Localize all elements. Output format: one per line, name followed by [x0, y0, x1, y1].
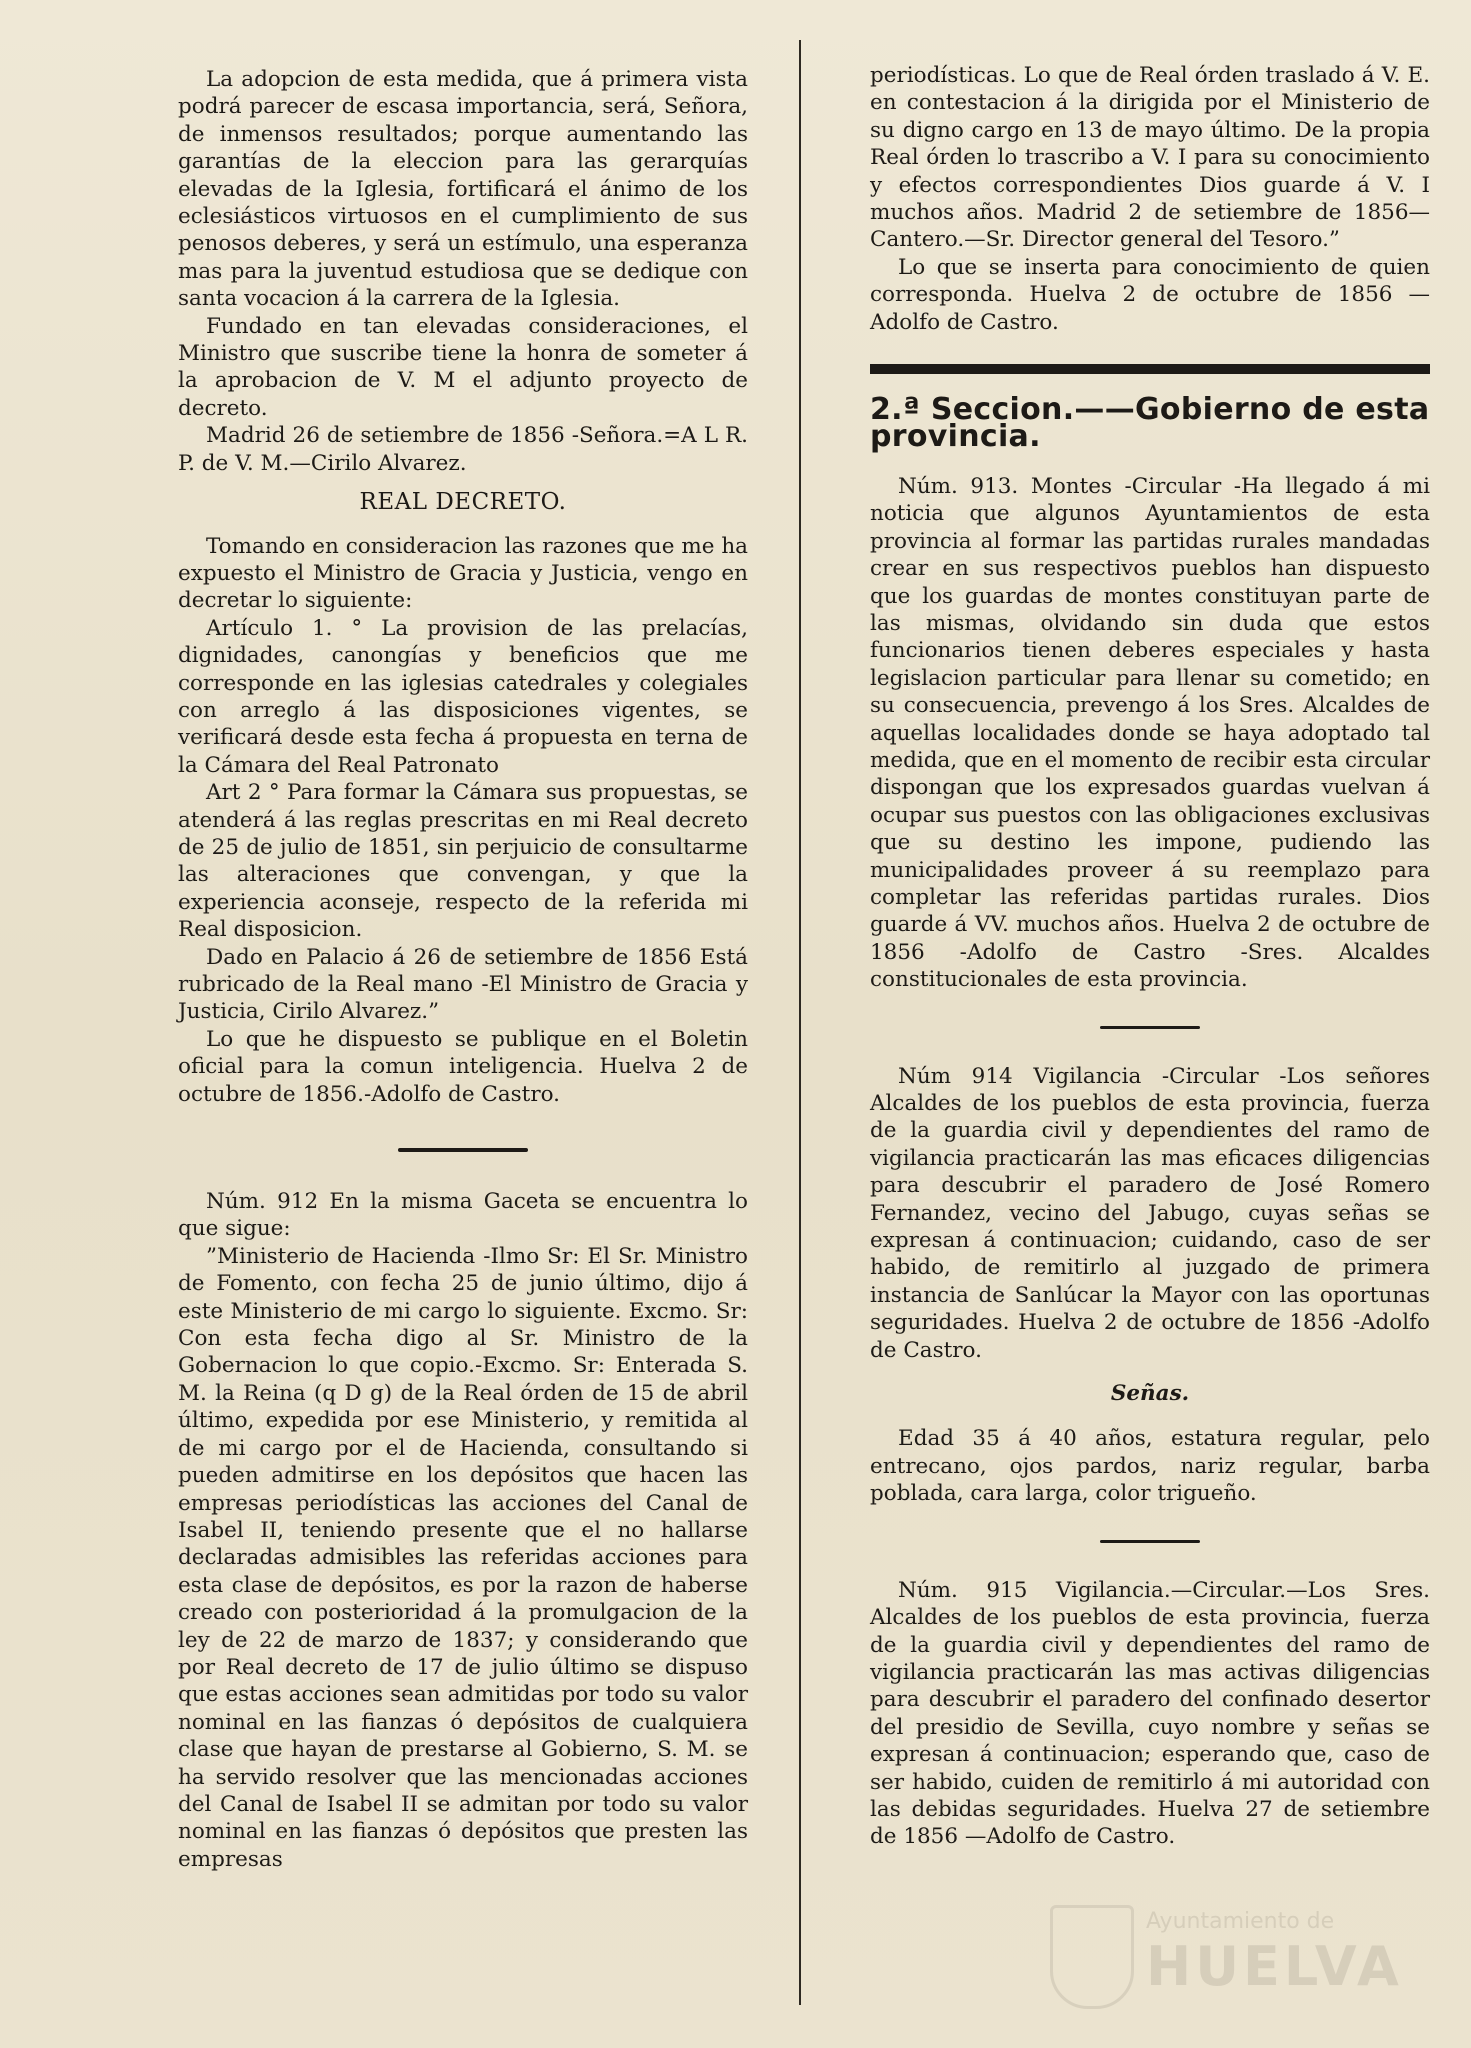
watermark-line2: HUELVA: [1146, 1935, 1403, 1998]
article-text: Vigilancia.—Circular.—Los Sres. Alcaldes de los pueblos de esta provincia, fuerza de la guardia civil y dependientes del ramo de vigilancia practicarán las mas activas diligencias para descubrir el paradero del confinado desertor del presidio de Sevilla, cuyo nombre y señas se expresan á continuacion; esperando que, caso de ser habido, cuiden de remitirlo á mi autoridad con las debidas seguridades. Huelva 27 de setiembre de 1856 —Adolfo de Castro.: [870, 1577, 1430, 1850]
article-number: Núm. 915: [898, 1577, 1028, 1603]
section-rule: [870, 364, 1430, 374]
article-text: Montes -Circular -Ha llegado á mi noticia que algunos Ayuntamientos de esta provincia al formar las partidas rurales mandadas crear en sus respectivos pueblos han dispuesto que los guardas de montes constituyan parte de las mismas, olvidando sin duda que estos funcionarios tienen deberes especiales y hasta legislacion particular para llenar su cometido; en su consecuencia, prevengo á los Sres. Alcaldes de aquellas localidades donde se haya adoptado tal medida, que en el momento de recibir esta circular dispongan que los expresados guardas vuelvan á ocupar sus puestos con las obligaciones exclusivas que su destino les impone, pudiendo las municipalidades proveer á su reemplazo para completar las referidas partidas rurales. Dios guarde á VV. muchos años. Huelva 2 de octubre de 1856 -Adolfo de Castro -Sres. Alcaldes constitucionales de esta provincia.: [870, 473, 1431, 993]
senas-heading: Señas.: [1110, 1381, 1190, 1407]
paragraph: Artículo 1. ° La provision de las prelacías, dignidades, canongías y beneficios que me corresponde en las iglesias catedrales y colegiales con arreglo á las disposiciones vigentes, se verificará desde esta fecha á propuesta en terna de la Cámara del Real Patronato: [178, 615, 748, 778]
section-divider: [1100, 1026, 1200, 1029]
article-number: Núm. 913.: [898, 473, 1019, 499]
section-title: 2.ª Seccion.——Gobierno de esta provincia.: [870, 392, 1430, 455]
watermark-line1: Ayuntamiento de: [1146, 1909, 1335, 1934]
paragraph: ”Ministerio de Hacienda -Ilmo Sr: El Sr. Ministro de Fomento, con fecha 25 de junio último, dijo á este Ministerio de mi cargo lo siguiente. Excmo. Sr: Con esta fecha digo al Sr. Ministro de la Gobernacion lo que copio.-Excmo. Sr: Enterada S. M. la Reina (q D g) de la Real órden de 15 de abril último, expedida por ese Ministerio, y remitida al de mi cargo por el de Hacienda, consultando si pueden admitirse en los depósitos que hacen las empresas periodísticas las acciones del Canal de Isabel II, teniendo presente que el no hallarse declaradas admisibles las referidas acciones para esta clase de depósitos, es por la razon de haberse creado con posterioridad á la promulgacion de la ley de 22 de marzo de 1837; y considerando que por Real decreto de 17 de julio último se dispuso que estas acciones sean admitidas por todo su valor nominal en las fianzas ó depósitos de cualquiera clase que hayan de prestarse al Gobierno, S. M. se ha servido resolver que las mencionadas acciones del Canal de Isabel II se admitan por todo su valor nominal en las fianzas ó depósitos que presten las empresas: [178, 1243, 748, 1872]
paragraph: Lo que se inserta para conocimiento de quien corresponda. Huelva 2 de octubre de 1856 —Adolfo de Castro.: [870, 254, 1430, 335]
article-text: Vigilancia -Circular -Los señores Alcaldes de los pueblos de esta provincia, fuerza de la guardia civil y dependientes del ramo de vigilancia practicarán las mas eficaces diligencias para descubrir el paradero de José Romero Fernandez, vecino del Jabugo, cuyas señas se expresan á continuacion; cuidando, caso de ser habido, de remitirlo al juzgado de primera instancia de Sanlúcar la Mayor con las oportunas seguridades. Huelva 2 de octubre de 1856 -Adolfo de Castro.: [870, 1063, 1430, 1363]
paragraph: Fundado en tan elevadas consideraciones, el Ministro que suscribe tiene la honra de someter á la aprobacion de V. M el adjunto proyecto de decreto.: [178, 313, 748, 421]
paragraph: Lo que he dispuesto se publique en el Boletin oficial para la comun inteligencia. Huelva 2 de octubre de 1856.-Adolfo de Castro.: [178, 1026, 748, 1107]
article-lead: En la misma Gaceta se encuentra lo que sigue:: [178, 1189, 748, 1242]
paragraph: periodísticas. Lo que de Real órden traslado á V. E. en contestacion á la dirigida por el Ministerio de su digno cargo en 13 de mayo último. De la propia Real órden lo trascribo a V. I para su conocimiento y efectos correspondientes Dios guarde á V. I muchos años. Madrid 2 de setiembre de 1856—Cantero.—Sr. Director general del Tesoro.”: [870, 63, 1430, 253]
paragraph: Edad 35 á 40 años, estatura regular, pelo entrecano, ojos pardos, nariz regular, barba poblada, cara larga, color trigueño.: [870, 1426, 1430, 1507]
article-number: Núm. 912: [206, 1189, 319, 1215]
shield-icon: [1050, 1905, 1134, 2009]
paragraph: Madrid 26 de setiembre de 1856 -Señora.=A L R. P. de V. M.—Cirilo Alvarez.: [178, 423, 748, 476]
section-divider: [1100, 1540, 1200, 1543]
watermark: [1050, 1905, 1430, 2005]
article-912: [178, 1188, 748, 1243]
paragraph: Dado en Palacio á 26 de setiembre de 1856 Está rubricado de la Real mano -El Ministro de Gracia y Justicia, Cirilo Alvarez.”: [178, 944, 748, 1025]
article-number: Núm 914: [898, 1063, 1013, 1089]
decree-heading: REAL DECRETO.: [359, 489, 567, 516]
right-column: [870, 62, 1430, 1851]
section-divider: [398, 1148, 528, 1152]
paragraph: Tomando en consideracion las razones que me ha expuesto el Ministro de Gracia y Justicia, vengo en decretar lo siguiente:: [178, 533, 748, 614]
paragraph: Art 2 ° Para formar la Cámara sus propuestas, se atenderá á las reglas prescritas en mi Real decreto de 25 de julio de 1851, sin perjuicio de consultarme las alteraciones que convengan, y que la experiencia aconseje, respecto de la referida mi Real disposicion.: [178, 780, 748, 943]
article-914: [870, 1063, 1430, 1364]
article-915: [870, 1577, 1430, 1851]
left-column: [178, 66, 748, 1873]
paragraph: La adopcion de esta medida, que á primera vista podrá parecer de escasa importancia, será, Señora, de inmensos resultados; porque aumentando las garantías de la eleccion para las gerarquías elevadas de la Iglesia, fortificará el ánimo de los eclesiásticos virtuosos en el cumplimiento de sus penosos deberes, y será un estímulo, una esperanza mas para la juventud estudiosa que se dedique con santa vocacion á la carrera de la Iglesia.: [178, 67, 748, 312]
article-913: [870, 473, 1430, 994]
column-rule: [799, 40, 801, 2005]
